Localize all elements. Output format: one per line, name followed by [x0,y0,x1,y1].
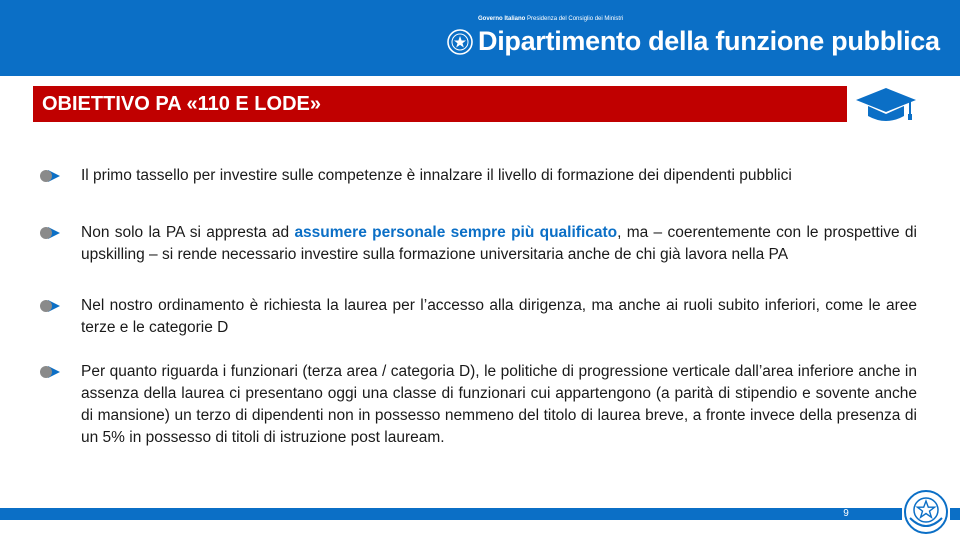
bullet-2-text-start: Non solo la PA si appresta ad [81,224,295,241]
gov-label-rest: Presidenza del Consiglio dei Ministri [527,16,624,22]
bullet-item-3: Nel nostro ordinamento è richiesta la laurea per l’accesso alla dirigenza, ma anche ai ruoli subito inferiori, come le aree terze e le categorie D [81,297,917,336]
page-number: 9 [843,508,849,519]
bullet-arrow-icon [38,168,62,184]
bullet-item-1: Il primo tassello per investire sulle competenze è innalzare il livello di formazione dei dipendenti pubblici [81,167,792,184]
bullet-arrow-icon [38,364,62,380]
government-label [478,16,623,22]
bullet-2-text-end: , ma – coerentemente con le prospettive di upskilling – si rende necessario investire sulla formazione universitaria anche de chi già lavora nella PA [81,224,917,263]
section-title: OBIETTIVO PA «110 E LODE» [42,93,321,115]
italian-republic-emblem-icon [902,488,950,536]
bullet-item-2 [81,222,917,266]
bullet-item-4: Per quanto riguarda i funzionari (terza area / categoria D), le politiche di progressione verticale dall’area inferiore anche in assenza della laurea ci presentano oggi una classe di funzionari cui appartengono (a parità di stipendio e sovente anche di mansione) un terzo di dipendenti non in possesso nemmeno del titolo di laurea breve, a fronte invece della presenza di un 5% in possesso di titoli di istruzione post lauream. [81,363,917,446]
graduation-cap-icon [854,84,918,126]
bullet-arrow-icon [38,298,62,314]
italian-republic-emblem-icon [446,28,474,56]
gov-label-bold: Governo Italiano [478,16,526,22]
section-header [33,86,847,122]
header-bar [0,0,960,76]
footer-bar [0,508,960,520]
department-title: Dipartimento della funzione pubblica [478,26,940,56]
bullet-2-highlight: assumere personale sempre più qualificato [294,224,618,241]
bullet-arrow-icon [38,225,62,241]
